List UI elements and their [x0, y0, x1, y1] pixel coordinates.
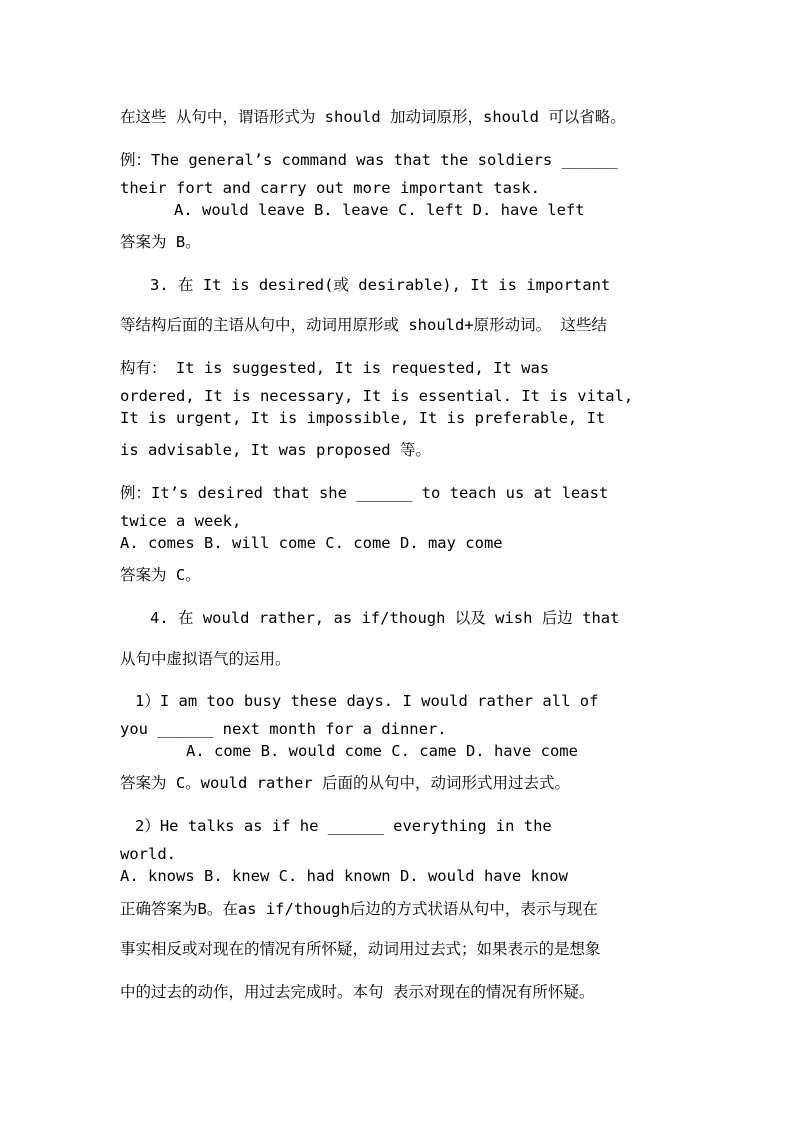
example-question: 例：The general’s command was that the soldiers ______	[120, 151, 618, 169]
text-line: 从句中虚拟语气的运用。	[120, 650, 291, 668]
text-line: 构有： It is suggested, It is requested, It was	[120, 359, 550, 377]
example-question: 2）He talks as if he ______ everything in the	[135, 817, 552, 835]
answer-options: A. come B. would come C. came D. have come	[186, 742, 578, 760]
answer-explanation: 事实相反或对现在的情况有所怀疑，动词用过去式；如果表示的是想象	[120, 940, 601, 958]
answer-explanation: 正确答案为B。在as if/though后边的方式状语从句中，表示与现在	[120, 900, 598, 918]
section-heading: 4. 在 would rather, as if/though 以及 wish 后边 that	[150, 609, 620, 627]
answer-line: 答案为 C。would rather 后面的从句中，动词形式用过去式。	[120, 774, 570, 792]
example-question-cont: twice a week,	[120, 512, 242, 530]
answer-options: A. comes B. will come C. come D. may come	[120, 534, 503, 552]
answer-options: A. would leave B. leave C. left D. have left	[174, 201, 585, 219]
text-line: is advisable, It was proposed 等。	[120, 441, 431, 459]
text-line: It is urgent, It is impossible, It is preferable, It	[120, 409, 606, 427]
text-line: 在这些 从句中，谓语形式为 should 加动词原形，should 可以省略。	[120, 108, 626, 126]
answer-line: 答案为 B。	[120, 233, 201, 251]
example-question-cont: their fort and carry out more important task.	[120, 179, 540, 197]
text-line: 等结构后面的主语从句中，动词用原形或 should+原形动词。 这些结	[120, 316, 607, 334]
answer-explanation: 中的过去的动作，用过去完成时。本句 表示对现在的情况有所怀疑。	[120, 983, 595, 1001]
example-question-cont: world.	[120, 845, 176, 863]
example-question: 例：It’s desired that she ______ to teach us at least	[120, 484, 609, 502]
answer-line: 答案为 C。	[120, 566, 201, 584]
section-heading: 3. 在 It is desired(或 desirable), It is important	[150, 276, 611, 294]
text-line: ordered, It is necessary, It is essential. It is vital,	[120, 387, 634, 405]
example-question: 1）I am too busy these days. I would rather all of	[135, 692, 599, 710]
answer-options: A. knows B. knew C. had known D. would have know	[120, 867, 568, 885]
example-question-cont: you ______ next month for a dinner.	[120, 720, 447, 738]
